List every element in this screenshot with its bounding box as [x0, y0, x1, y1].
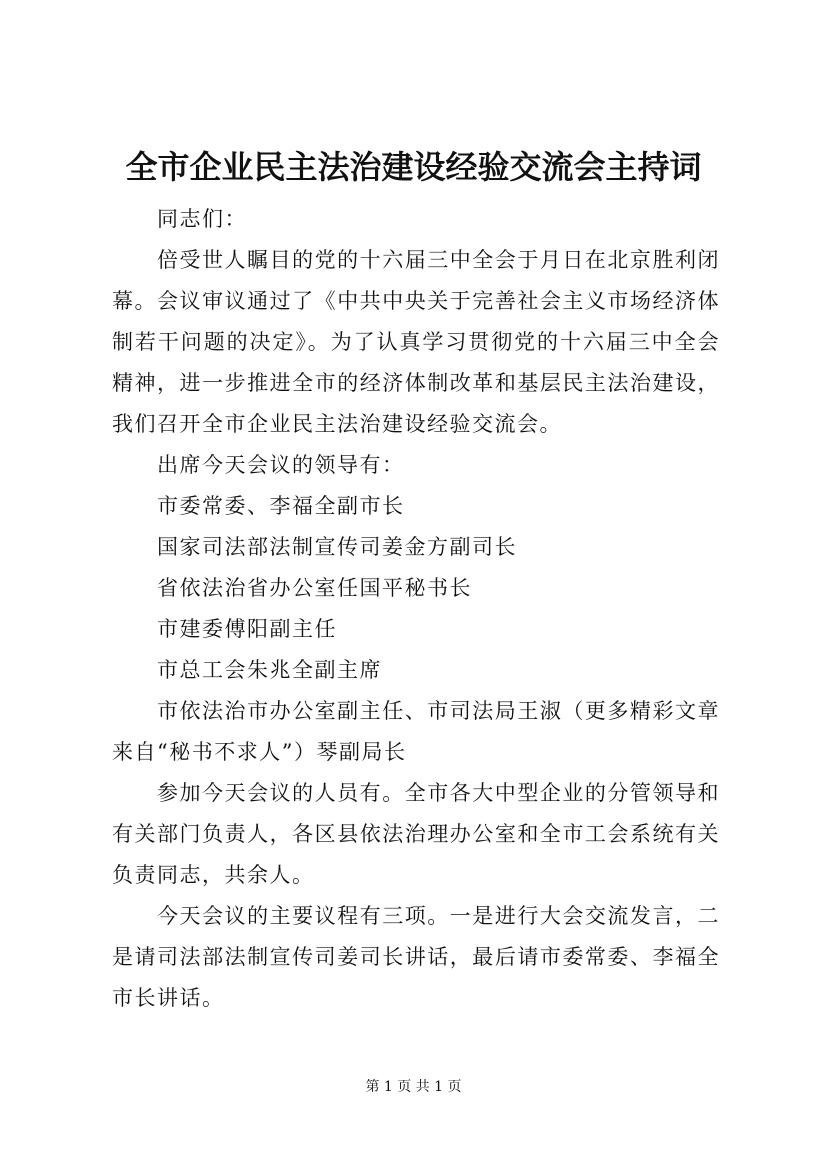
page-number-footer: 第 1 页 共 1 页	[365, 1079, 462, 1095]
document-title: 全市企业民主法治建设经验交流会主持词	[125, 148, 702, 186]
paragraph-attendees: 参加今天会议的人员有。全市各大中型企业的分管领导和有关部门负责人，各区县依法治理办公室和全市工会系统有关负责同志，共余人。	[112, 781, 720, 887]
paragraph-greeting: 同志们：	[157, 207, 247, 231]
paragraph-intro: 倍受世人瞩目的党的十六届三中全会于月日在北京胜利闭幕。会议审议通过了《中共中央关于完善社会主义市场经济体制若干问题的决定》。为了认真学习贯彻党的十六届三中全会精神，进一步推进全市的经济体制改革和基层民主法治建设，我们召开全市企业民主法治建设经验交流会。	[112, 248, 720, 436]
leader-item: 市委常委、李福全副市长	[157, 494, 405, 518]
paragraph-agenda: 今天会议的主要议程有三项。一是进行大会交流发言，二是请司法部法制宣传司姜司长讲话，最后请市委常委、李福全市长讲话。	[112, 904, 720, 1010]
leader-item: 省依法治省办公室任国平秘书长	[157, 576, 472, 600]
paragraph-leaders-heading: 出席今天会议的领导有：	[157, 453, 405, 477]
document-body	[112, 199, 720, 1019]
leader-item: 市建委傅阳副主任	[157, 617, 337, 641]
leader-item: 市依法治市办公室副主任、市司法局王淑（更多精彩文章来自“秘书不求人”）琴副局长	[112, 699, 720, 764]
leader-item: 国家司法部法制宣传司姜金方副司长	[157, 535, 517, 559]
leader-item: 市总工会朱兆全副主席	[157, 658, 382, 682]
